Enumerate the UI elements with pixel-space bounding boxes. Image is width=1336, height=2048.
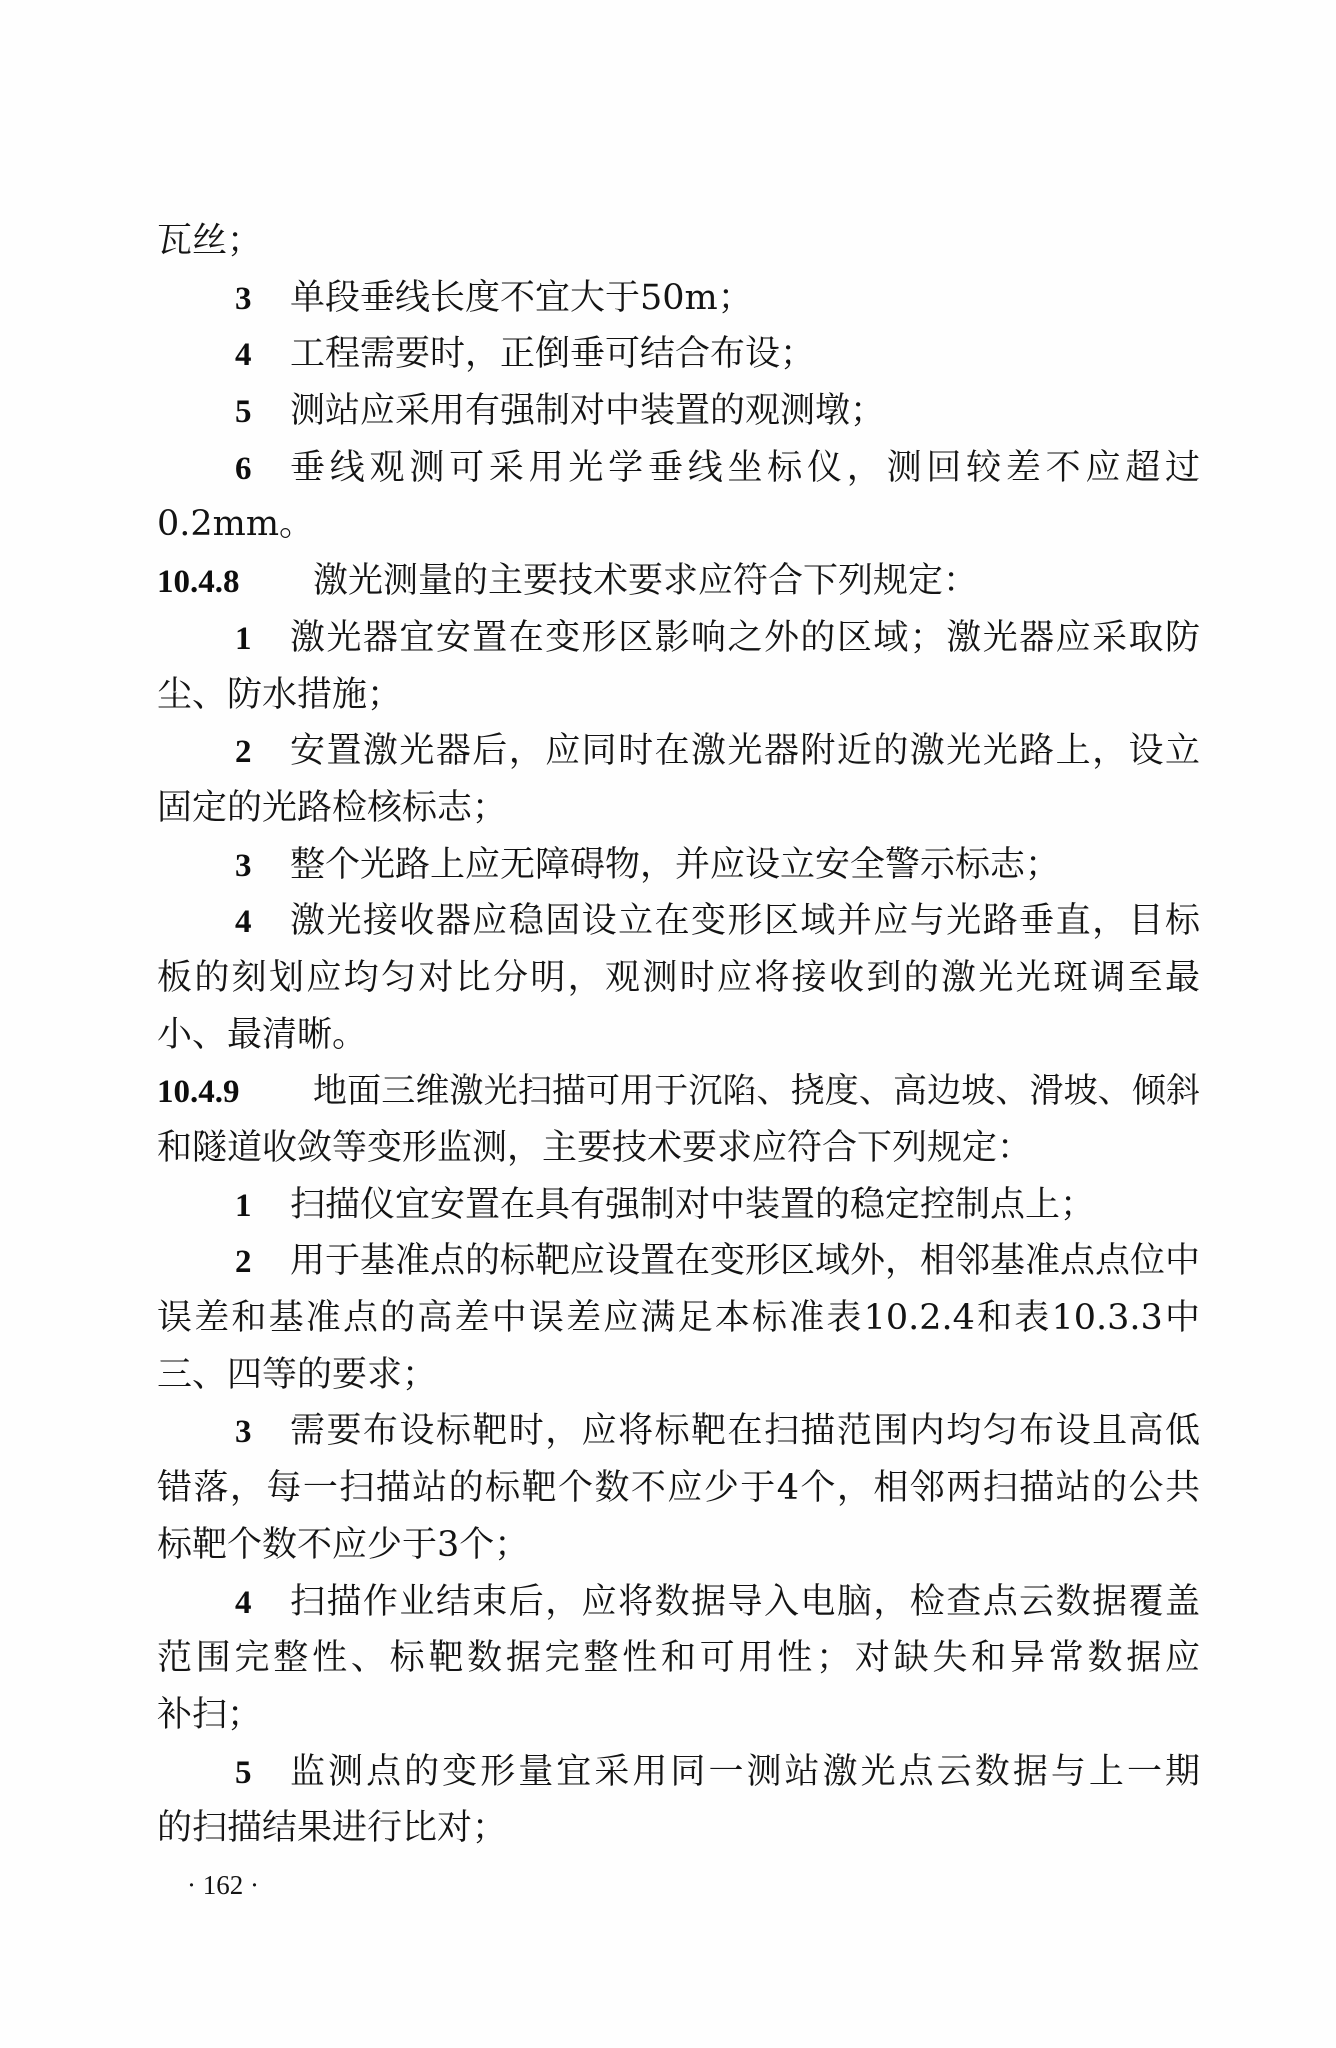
text-line-row <box>157 1120 1200 1177</box>
clause-paragraph <box>157 553 1200 610</box>
text-line-row <box>157 1177 1200 1234</box>
item-number: 4 <box>235 337 252 374</box>
item-number: 2 <box>235 1244 252 1281</box>
clause-number: 10.4.8 <box>157 564 240 601</box>
text-line: 激光测量的主要技术要求应符合下列规定： <box>313 561 979 602</box>
item-number: 1 <box>235 620 252 657</box>
list-item <box>157 1574 1200 1744</box>
text-line: 标靶个数不应少于3个； <box>157 1524 530 1565</box>
page-number: · 162 · <box>187 1869 259 1900</box>
text-line-row <box>157 950 1200 1007</box>
text-line: 错落，每一扫描站的标靶个数不应少于4个，相邻两扫描站的公共 <box>157 1468 1200 1509</box>
list-item <box>157 1403 1200 1573</box>
text-line-row <box>157 326 1200 383</box>
text-line: 监测点的变形量宜采用同一测站激光点云数据与上一期 <box>290 1751 1200 1792</box>
text-line-row <box>157 723 1200 780</box>
item-number: 1 <box>235 1187 252 1224</box>
item-number: 3 <box>235 1414 252 1451</box>
clause-number: 10.4.9 <box>157 1074 240 1111</box>
text-line-row <box>157 837 1200 894</box>
text-line-row <box>157 440 1200 497</box>
list-item <box>157 1177 1200 1234</box>
text-line: 整个光路上应无障碍物，并应设立安全警示标志； <box>290 844 1061 885</box>
text-line: 用于基准点的标靶应设置在变形区域外，相邻基准点点位中 <box>290 1241 1201 1282</box>
text-line: 0.2mm。 <box>157 504 315 545</box>
text-line-row <box>157 1630 1200 1687</box>
text-line-row <box>157 213 1200 270</box>
item-number: 4 <box>235 904 252 941</box>
list-item <box>157 1744 1200 1857</box>
text-line-row <box>157 1063 1200 1120</box>
text-line: 的扫描结果进行比对； <box>157 1808 508 1849</box>
clause-paragraph <box>157 1063 1200 1176</box>
text-line-row <box>157 553 1200 610</box>
text-line: 范围完整性、标靶数据完整性和可用性；对缺失和异常数据应 <box>157 1638 1200 1679</box>
text-line-row <box>157 1460 1200 1517</box>
list-item <box>157 893 1200 1063</box>
text-line: 板的刻划应均匀对比分明，观测时应将接收到的激光光斑调至最 <box>157 957 1200 998</box>
text-line-row <box>157 780 1200 837</box>
text-line-row <box>157 893 1200 950</box>
text-line: 误差和基准点的高差中误差应满足本标准表10.2.4和表10.3.3中 <box>157 1298 1200 1339</box>
list-item <box>157 270 1200 327</box>
text-line-row <box>157 383 1200 440</box>
list-item <box>157 440 1200 553</box>
text-line: 补扫； <box>157 1694 263 1735</box>
text-line: 三、四等的要求； <box>157 1354 438 1395</box>
text-line-row <box>157 1687 1200 1744</box>
item-number: 5 <box>235 1754 252 1791</box>
text-line: 扫描作业结束后，应将数据导入电脑，检查点云数据覆盖 <box>290 1581 1200 1622</box>
text-line-row <box>157 1403 1200 1460</box>
paragraph-continuation <box>157 213 1200 270</box>
text-line-row <box>157 270 1200 327</box>
text-line: 需要布设标靶时，应将标靶在扫描范围内均匀布设且高低 <box>290 1411 1200 1452</box>
text-line: 测站应采用有强制对中装置的观测墩； <box>290 391 886 432</box>
text-line: 瓦丝； <box>157 221 263 261</box>
text-line-row <box>157 1347 1200 1404</box>
text-line-row <box>157 1574 1200 1631</box>
text-line-row <box>157 667 1200 724</box>
text-line: 工程需要时，正倒垂可结合布设； <box>290 334 816 375</box>
text-line-row <box>157 1517 1200 1574</box>
text-line: 地面三维激光扫描可用于沉陷、挠度、高边坡、滑坡、倾斜 <box>313 1071 1200 1112</box>
text-line: 激光器宜安置在变形区影响之外的区域；激光器应采取防 <box>290 617 1200 658</box>
text-line: 垂线观测可采用光学垂线坐标仪，测回较差不应超过 <box>290 447 1200 488</box>
text-line-row <box>157 1233 1200 1290</box>
item-number: 3 <box>235 847 252 884</box>
text-line: 小、最清晰。 <box>157 1014 368 1055</box>
text-line: 激光接收器应稳固设立在变形区域并应与光路垂直，目标 <box>290 901 1200 942</box>
list-item <box>157 723 1200 836</box>
text-line-row <box>157 1007 1200 1064</box>
text-line-row <box>157 496 1200 553</box>
item-number: 5 <box>235 394 252 431</box>
item-number: 4 <box>235 1584 252 1621</box>
text-line-row <box>157 1744 1200 1801</box>
list-item <box>157 383 1200 440</box>
list-item <box>157 326 1200 383</box>
item-number: 3 <box>235 280 252 317</box>
text-line-row <box>157 610 1200 667</box>
page-body-text <box>157 213 1200 1914</box>
text-line: 单段垂线长度不宜大于50m； <box>290 277 753 318</box>
list-item <box>157 1233 1200 1403</box>
list-item <box>157 610 1200 723</box>
item-number: 2 <box>235 734 252 771</box>
item-number: 6 <box>235 450 252 487</box>
list-item <box>157 837 1200 894</box>
text-line: 和隧道收敛等变形监测，主要技术要求应符合下列规定： <box>157 1128 1033 1168</box>
text-line: 固定的光路检核标志； <box>157 787 508 828</box>
text-line: 尘、防水措施； <box>157 674 403 715</box>
text-line: 安置激光器后，应同时在激光器附近的激光光路上，设立 <box>290 731 1200 772</box>
text-line-row <box>157 1290 1200 1347</box>
text-line: 扫描仪宜安置在具有强制对中装置的稳定控制点上； <box>290 1184 1096 1225</box>
text-line-row <box>157 1800 1200 1857</box>
